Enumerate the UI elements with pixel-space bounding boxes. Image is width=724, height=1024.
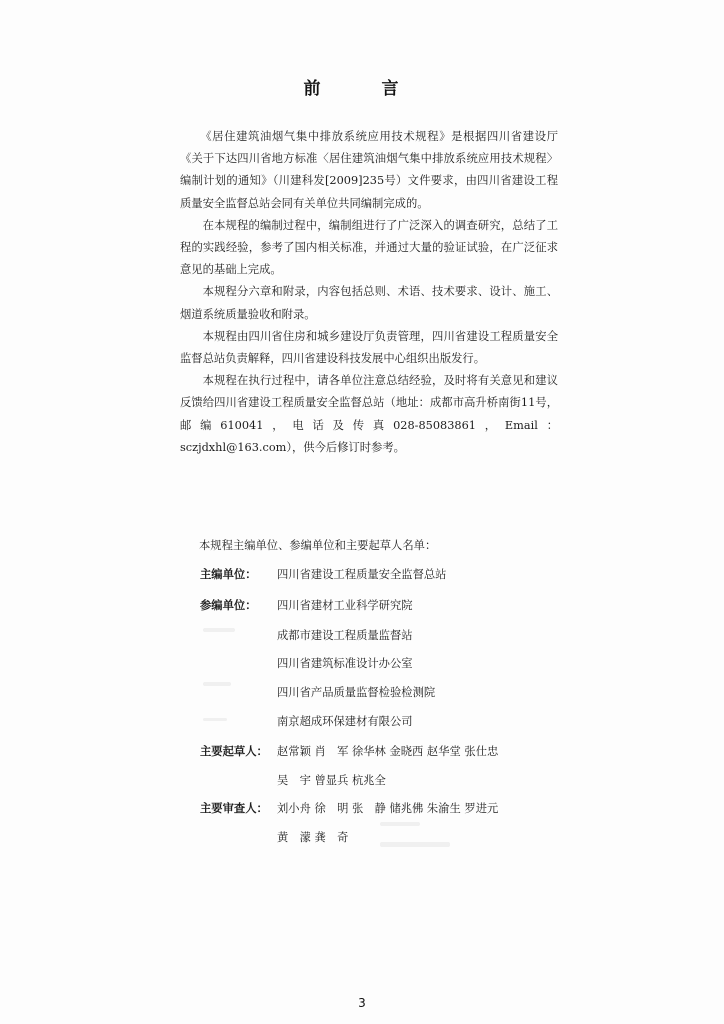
foreword-body <box>180 126 558 459</box>
participating-unit-value: 成都市建设工程质量监督站 <box>277 629 413 642</box>
units-intro-line: 本规程主编单位、参编单位和主要起草人名单： <box>199 539 437 552</box>
participating-unit-value: 南京超成环保建材有限公司 <box>277 715 413 728</box>
drafters-label: 主要起草人： <box>200 745 268 758</box>
reviewers-row <box>200 800 560 816</box>
reviewers-names: 刘小舟 徐 明 张 静 储兆佛 朱渝生 罗进元 <box>277 802 499 815</box>
participating-unit-row <box>200 713 560 729</box>
reviewers-names: 黄 濛 龚 奇 <box>277 831 349 844</box>
participating-unit-value: 四川省建筑标准设计办公室 <box>277 657 413 670</box>
participating-unit-value: 四川省建材工业科学研究院 <box>277 599 413 612</box>
participating-unit-row <box>200 684 560 700</box>
scan-smudge <box>203 718 227 721</box>
drafters-names: 吴 宇 曾显兵 杭兆全 <box>277 774 386 787</box>
paragraph-5: 本规程在执行过程中，请各单位注意总结经验，及时将有关意见和建议反馈给四川省建设工程质量安全监督总站（地址：成都市高升桥南街11号，邮编610041，电话及传真028-85083861，Email：sczjdxhl@163.com），供今后修订时参考。 <box>180 374 558 454</box>
page-title: 前 言 <box>303 79 421 99</box>
drafters-row <box>200 772 560 788</box>
chief-unit-label: 主编单位： <box>200 568 257 581</box>
paragraph-2: 在本规程的编制过程中，编制组进行了广泛深入的调查研究，总结了工程的实践经验，参考了国内相关标准，并通过大量的验证试验，在广泛征求意见的基础上完成。 <box>180 218 558 277</box>
participating-unit-row <box>200 627 560 643</box>
participating-unit-row <box>200 597 560 613</box>
participating-unit-label: 参编单位： <box>200 599 257 612</box>
drafters-names: 赵常颖 肖 军 徐华林 金晓西 赵华堂 张仕忠 <box>277 745 499 758</box>
page-number: 3 <box>358 996 366 1010</box>
chief-unit-row <box>200 566 560 582</box>
participating-unit-value: 四川省产品质量监督检验检测院 <box>277 686 436 699</box>
scan-smudge <box>380 822 420 826</box>
paragraph-1: 《居住建筑油烟气集中排放系统应用技术规程》是根据四川省建设厅《关于下达四川省地方标准〈居住建筑油烟气集中排放系统应用技术规程〉编制计划的通知》（川建科发[2009]235号）文件要求，由四川省建设工程质量安全监督总站会同有关单位共同编制完成的。 <box>180 130 558 210</box>
paragraph-4: 本规程由四川省住房和城乡建设厅负责管理，四川省建设工程质量安全监督总站负责解释，四川省建设科技发展中心组织出版发行。 <box>180 329 558 366</box>
paragraph-3: 本规程分六章和附录，内容包括总则、术语、技术要求、设计、施工、烟道系统质量验收和附录。 <box>180 285 558 321</box>
scan-smudge <box>380 842 450 847</box>
drafters-row <box>200 743 560 759</box>
participating-unit-row <box>200 655 560 671</box>
chief-unit-value: 四川省建设工程质量安全监督总站 <box>277 568 447 581</box>
scan-smudge <box>203 682 231 686</box>
reviewers-label: 主要审查人： <box>200 802 268 815</box>
scan-smudge <box>203 628 235 632</box>
